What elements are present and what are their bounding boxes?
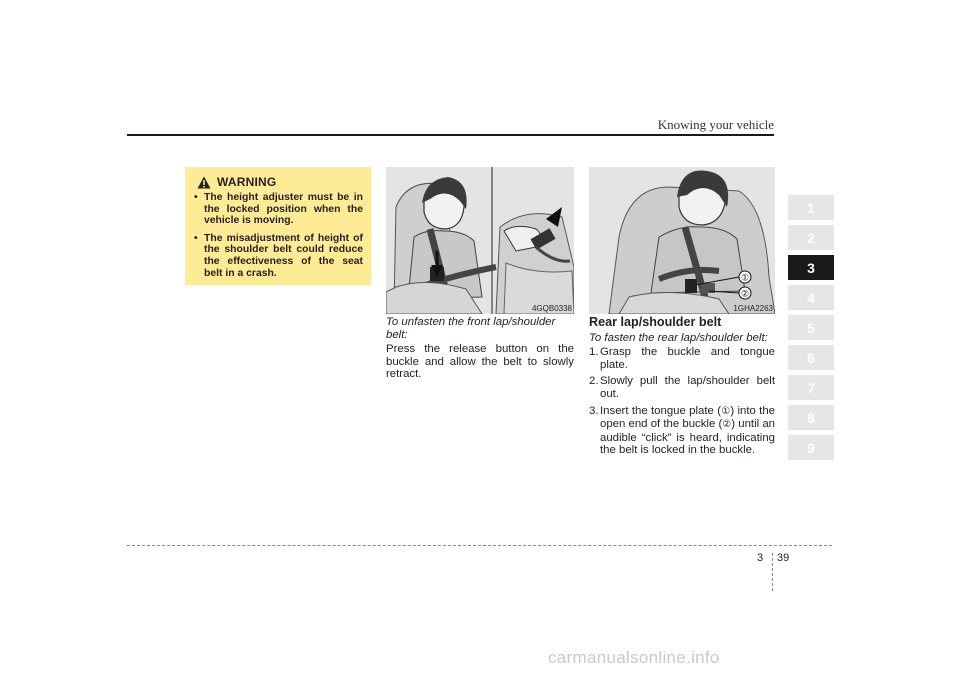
watermark: carmanualsonline.info bbox=[548, 648, 720, 667]
header-title: Knowing your vehicle bbox=[657, 117, 774, 132]
chapter-tab-1[interactable]: 1 bbox=[788, 195, 834, 220]
chapter-tab-9[interactable]: 9 bbox=[788, 435, 834, 460]
warning-item: • The height adjuster must be in the locked position when the vehicle is moving. bbox=[193, 192, 363, 227]
page-chapter: 3 bbox=[757, 552, 764, 564]
page-divider bbox=[772, 553, 773, 591]
footer-rule bbox=[127, 545, 832, 546]
rear-belt-heading: To fasten the rear lap/shoulder belt: bbox=[589, 331, 768, 344]
chapter-tab-6[interactable]: 6 bbox=[788, 345, 834, 370]
front-belt-body: Press the release button on the buckle and allow the belt to slowly retract. bbox=[386, 343, 574, 381]
step-item bbox=[589, 346, 775, 371]
figure-code: 1GHA2263 bbox=[733, 304, 773, 313]
rear-belt-section bbox=[589, 316, 775, 461]
step-item bbox=[589, 375, 775, 400]
chapter-tab-8[interactable]: 8 bbox=[788, 405, 834, 430]
step-text: ) until an audible “click” is heard, indicating the belt is locked in the buckle. bbox=[600, 418, 775, 457]
chapter-tab-7[interactable]: 7 bbox=[788, 375, 834, 400]
step-text: Insert the tongue plate ( bbox=[600, 404, 722, 417]
chapter-tab-3[interactable]: 3 bbox=[788, 255, 834, 280]
rear-seat-belt-fasten-illustration-icon bbox=[589, 167, 775, 314]
page-number: 39 bbox=[777, 552, 790, 564]
step-text: ) into the open end of the buckle ( bbox=[600, 404, 775, 431]
chapter-tab-5[interactable]: 5 bbox=[788, 315, 834, 340]
step-text: Grasp the buckle and tongue plate. bbox=[600, 346, 775, 371]
callout-ref-2: ② bbox=[722, 419, 732, 431]
seat-belt-release-illustration-icon bbox=[386, 167, 574, 314]
rear-belt-title: Rear lap/shoulder belt bbox=[589, 315, 722, 329]
front-belt-heading: To unfasten the front lap/shoulder belt: bbox=[386, 316, 556, 341]
figure-rear-belt-fasten bbox=[589, 167, 775, 314]
warning-title: WARNING bbox=[217, 175, 277, 189]
warning-triangle-icon bbox=[197, 176, 211, 189]
callout-1: ① bbox=[740, 272, 750, 283]
step-text: Slowly pull the lap/shoulder belt out. bbox=[600, 375, 775, 400]
header-rule bbox=[127, 134, 774, 136]
step-number: 2. bbox=[589, 375, 599, 388]
step-item bbox=[589, 405, 775, 457]
warning-item: • The misadjustment of height of the shoulder belt could reduce the effectiveness of the seat belt in a crash. bbox=[193, 233, 363, 279]
chapter-tab-4[interactable]: 4 bbox=[788, 285, 834, 310]
figure-front-belt-release bbox=[386, 167, 574, 314]
chapter-tabs bbox=[788, 195, 834, 465]
callout-ref-1: ① bbox=[721, 405, 731, 417]
chapter-tab-2[interactable]: 2 bbox=[788, 225, 834, 250]
warning-list bbox=[185, 192, 371, 279]
figure-code: 4GQB0338 bbox=[531, 304, 572, 313]
step-number: 1. bbox=[589, 346, 599, 359]
warning-box bbox=[185, 167, 371, 285]
rear-belt-steps bbox=[589, 346, 775, 457]
callout-2: ② bbox=[740, 288, 750, 299]
warning-header bbox=[197, 175, 371, 189]
step-number: 3. bbox=[589, 404, 599, 417]
front-belt-section bbox=[386, 316, 574, 381]
